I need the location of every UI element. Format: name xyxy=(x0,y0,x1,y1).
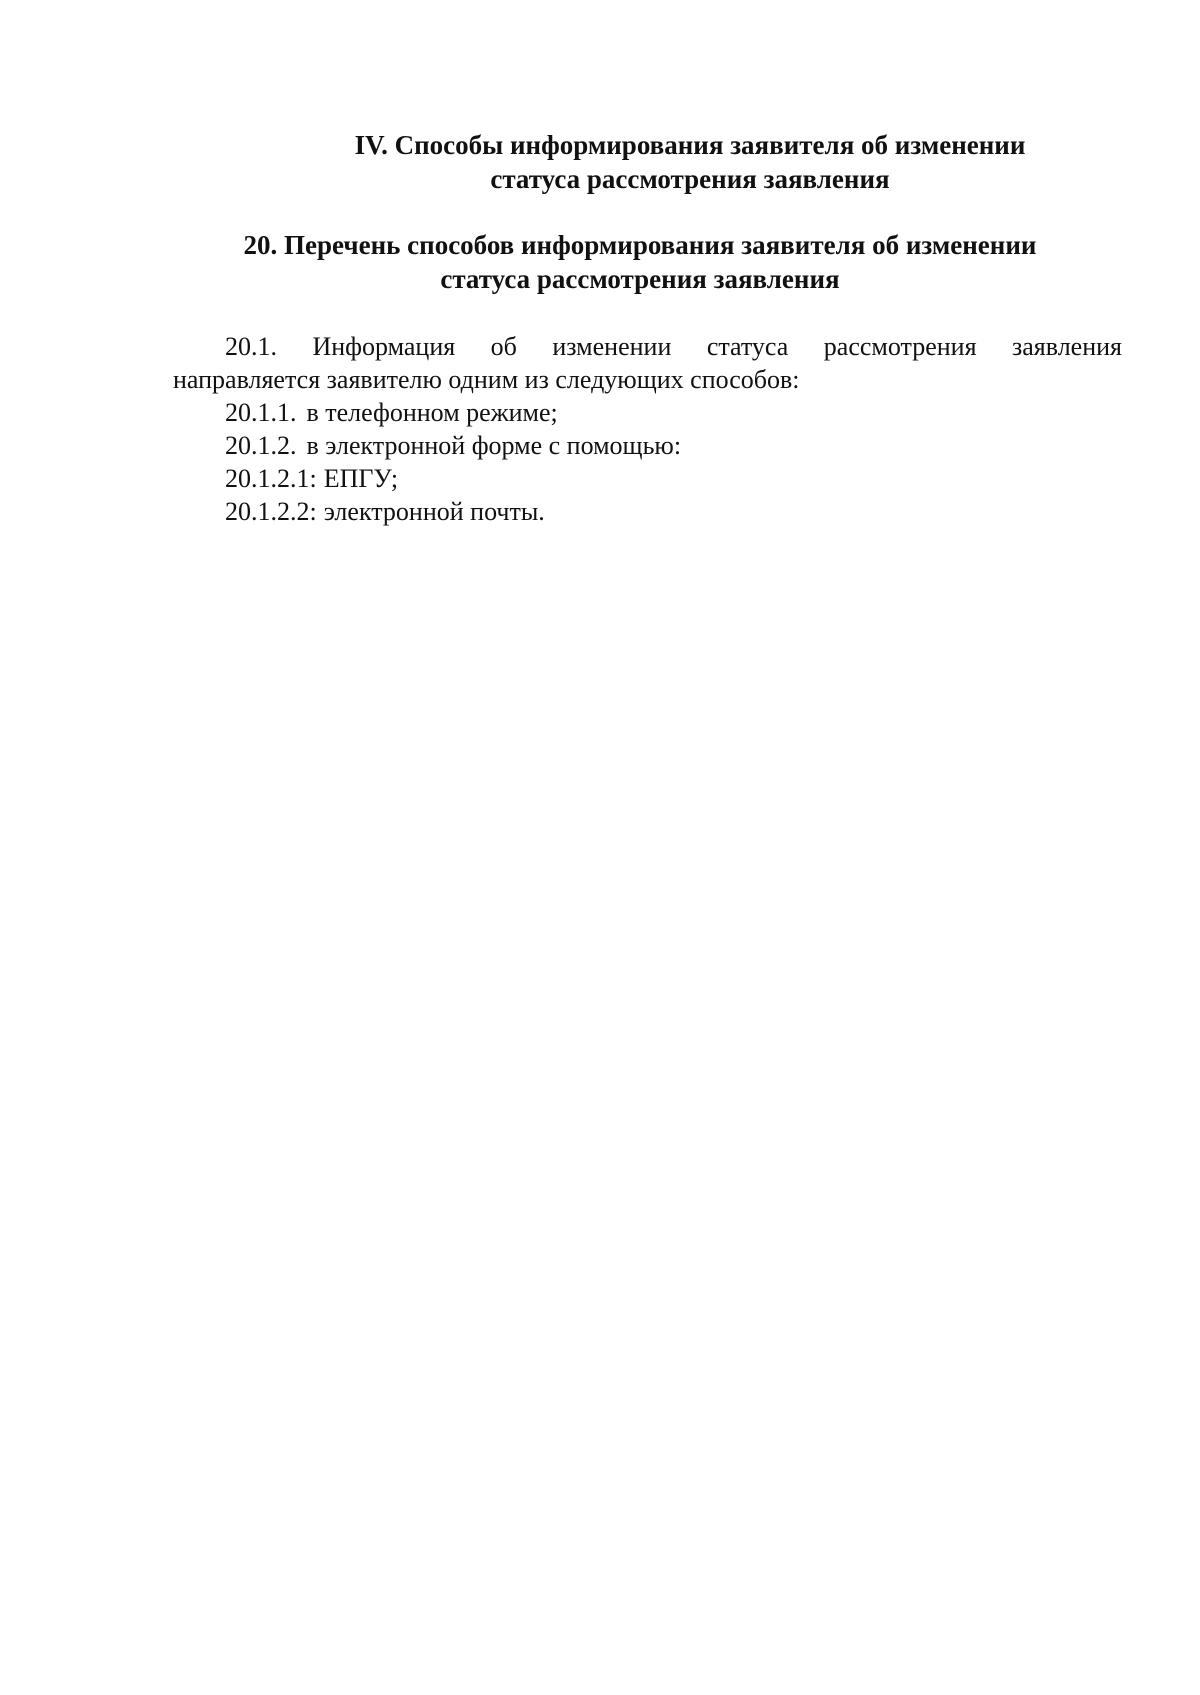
list-item-text: в телефонном режиме; xyxy=(306,398,558,427)
paragraph-line-2: направляется заявителю одним из следующих способов: xyxy=(173,365,800,394)
list-item-number: 20.1.2. xyxy=(225,431,297,460)
section-heading-line-2: статуса рассмотрения заявления xyxy=(490,164,890,194)
list-item-number: 20.1.2.2: xyxy=(225,497,317,526)
section-heading xyxy=(300,128,1080,196)
list-item xyxy=(225,429,681,462)
list-item xyxy=(225,462,398,495)
list-item xyxy=(225,495,545,528)
list-item-text: в электронной форме с помощью: xyxy=(306,431,682,460)
list-item xyxy=(225,396,558,429)
list-item-text: электронной почты. xyxy=(323,497,545,526)
list-item-number: 20.1.1. xyxy=(225,398,297,427)
subsection-heading-line-2: статуса рассмотрения заявления xyxy=(440,264,840,294)
subsection-heading-line-1: 20. Перечень способов информирования заявителя об изменении xyxy=(243,230,1037,260)
list-item-text: ЕПГУ; xyxy=(323,464,399,493)
section-heading-line-1: IV. Способы информирования заявителя об изменении xyxy=(354,130,1026,160)
subsection-heading xyxy=(200,228,1080,296)
paragraph-line-1: 20.1. Информация об изменении статуса рассмотрения заявления xyxy=(225,332,1122,361)
list-item-number: 20.1.2.1: xyxy=(225,464,317,493)
